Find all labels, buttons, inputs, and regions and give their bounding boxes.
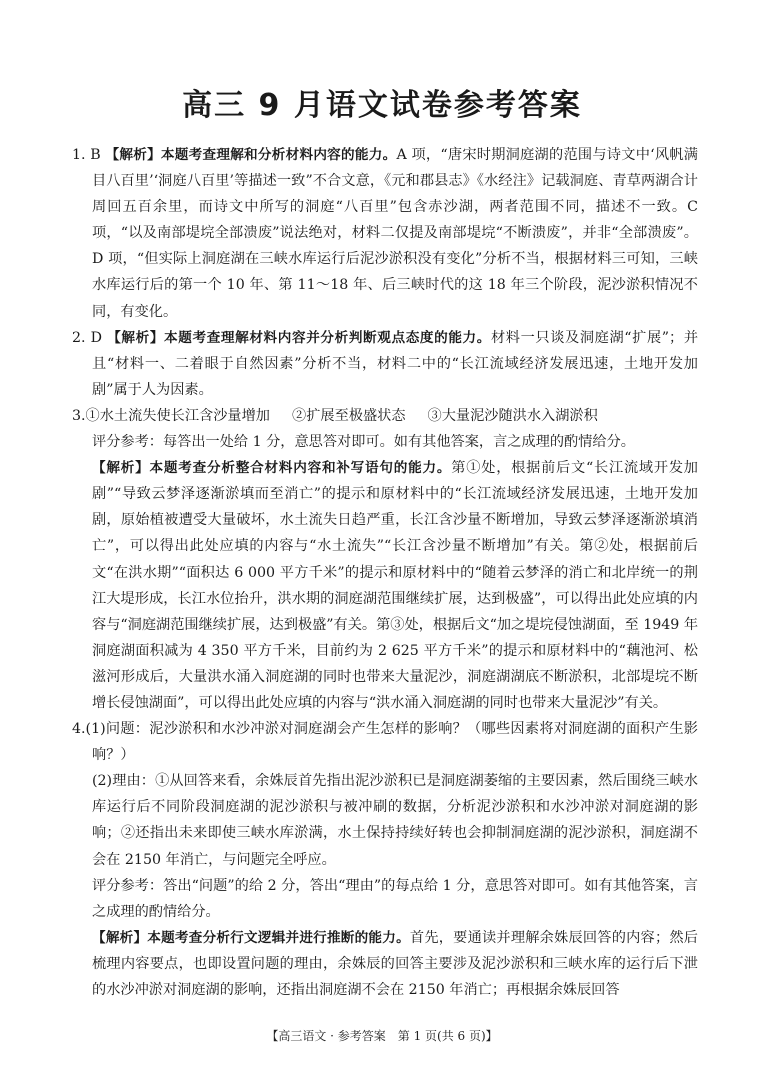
answer-4-analysis-tag: 【解析】本题考查分析行文逻辑并进行推断的能力。 bbox=[92, 929, 410, 946]
answer-3-head: 3. bbox=[72, 407, 86, 424]
answer-3-blank-3: ③大量泥沙随洪水入湖淤积 bbox=[427, 407, 598, 424]
answer-1-analysis-tag: 【解析】本题考查理解和分析材料内容的能力。 bbox=[105, 147, 397, 163]
answer-4-question: (1)问题：泥沙淤积和水沙冲淤对洞庭湖会产生怎样的影响？（哪些因素将对洞庭湖的面积产生影响？） bbox=[85, 721, 698, 764]
answer-2 bbox=[72, 325, 698, 403]
answer-4-analysis bbox=[72, 925, 698, 1003]
answer-4 bbox=[72, 716, 698, 768]
answer-4-head: 4. bbox=[72, 721, 86, 738]
answer-3-body: 第①处，根据前后文“长江流域开发加剧”“导致云梦泽逐渐淤填而至消亡”的提示和原材料中的“长江流域经济发展迅速，土地开发加剧，原始植被遭受大量破坏，水土流失日趋严重，长江含沙量不断增加，导致云梦泽逐渐淤填消亡”，可以得出此处应填的内容与“水土流失”“长江含沙量不断增加”有关。第②处，根据前后文“在洪水期”“面积达 6 000 平方千米”的提示和原材料中的“随着云梦泽的消亡和北岸统一的荆江大堤形成，长江水位抬升，洪水期的洞庭湖范围继续扩展，达到极盛”，可以得出此处应填的内容与“洞庭湖范围继续扩展，达到极盛”有关。第③处，根据后文“加之堤垸侵蚀湖面，至 1949 年洞庭湖面积减为 4 350 平方千米，目前约为 2 625 平方千米”的提示和原材料中的“藕池河、松滋河形成后，大量洪水涌入洞庭湖的同时也带来大量泥沙，洞庭湖湖底不断淤积，北部堤垸不断增长侵蚀湖面”，可以得出此处应填的内容与“洪水涌入洞庭湖的同时也带来大量泥沙”有关。 bbox=[92, 460, 699, 711]
answer-content bbox=[72, 142, 698, 1003]
answer-3-analysis bbox=[72, 455, 698, 716]
answer-3 bbox=[72, 403, 698, 429]
answer-3-blank-2: ②扩展至极盛状态 bbox=[292, 407, 406, 424]
answer-2-body: 材料一只谈及洞庭湖“扩展”；并且“材料一、二着眼于自然因素”分析不当，材料二中的“长江流域经济发展迅速，土地开发加剧”属于人为因素。 bbox=[92, 329, 699, 398]
answer-1-body: A 项，“唐宋时期洞庭湖的范围与诗文中‘风帆满目八百里’‘洞庭八百里’等描述一致”不合文意，《元和郡县志》《水经注》记载洞庭、青草两湖合计周回五百余里，而诗文中所写的洞庭“八百里”包含赤沙湖，两者范围不同，描述不一致。C 项，“以及南部堤垸全部溃废”说法绝对，材料二仅提及南部堤垸“不断溃废”，并非“全部溃废”。D 项，“但实际上洞庭湖在三峡水库运行后泥沙淤积没有变化”分析不当，根据材料三可知，三峡水库运行后的第一个 10 年、第 11～18 年、后三峡时代的这 18 年三个阶段，泥沙淤积情况不同，有变化。 bbox=[92, 147, 698, 320]
answer-1-head: 1. B bbox=[72, 147, 101, 163]
answer-3-blank-1: ①水土流失使长江含沙量增加 bbox=[85, 407, 270, 424]
answer-3-scoring: 评分参考：每答出一处给 1 分，意思答对即可。如有其他答案，言之成理的酌情给分。 bbox=[92, 434, 635, 451]
answer-4-scoring: 评分参考：答出“问题”的给 2 分，答出“理由”的每点给 1 分，意思答对即可。如有其他答案，言之成理的酌情给分。 bbox=[92, 877, 698, 920]
answer-2-analysis-tag: 【解析】本题考查理解材料内容并分析判断观点态度的能力。 bbox=[107, 329, 491, 346]
answer-1 bbox=[72, 142, 698, 325]
page-title: 高三 9 月语文试卷参考答案 bbox=[182, 88, 582, 123]
answer-2-head: 2. D bbox=[72, 329, 103, 346]
page-footer: 【高三语文 · 参考答案 第 1 页(共 6 页)】 bbox=[266, 1029, 498, 1043]
answer-4-reason: (2)理由：①从回答来看，余姝辰首先指出泥沙淤积已是洞庭湖萎缩的主要因素，然后围绕三峡水库运行后不同阶段洞庭湖的泥沙淤积与被冲刷的数据，分析泥沙淤积和水沙冲淤对洞庭湖的影响；②还指出未来即使三峡水库淤满，水土保持持续好转也会抑制洞庭湖的泥沙淤积，洞庭湖不会在 2150 年消亡，与问题完全呼应。 bbox=[92, 773, 698, 868]
answer-4-body: 首先，要通读并理解余姝辰回答的内容；然后梳理内容要点，也即设置问题的理由，余姝辰的回答主要涉及泥沙淤积和三峡水库的运行后下泄的水沙冲淤对洞庭湖的影响，还指出洞庭湖不会在 2150 年消亡；再根据余姝辰回答 bbox=[92, 929, 698, 998]
answer-3-analysis-tag: 【解析】本题考查分析整合材料内容和补写语句的能力。 bbox=[92, 460, 452, 477]
